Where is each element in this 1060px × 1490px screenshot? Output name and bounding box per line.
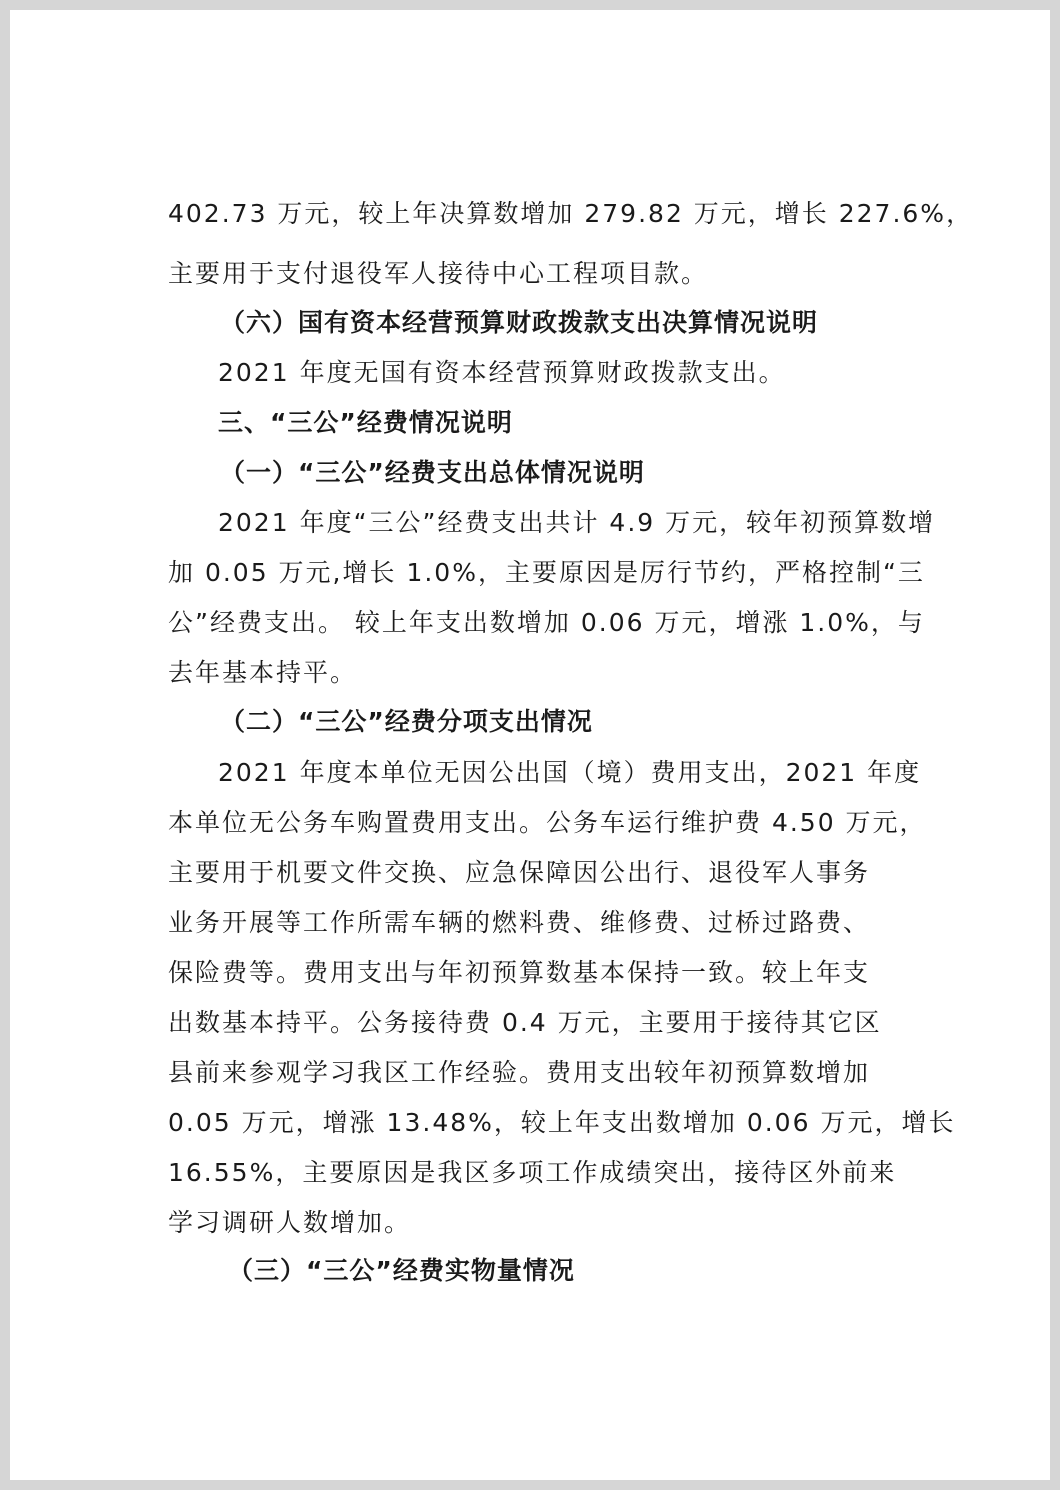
- section-heading: （三）“三公”经费实物量情况: [228, 1256, 575, 1285]
- paragraph-line: 保险费等。费用支出与年初预算数基本保持一致。较上年支: [168, 958, 871, 987]
- section-heading: 三、“三公”经费情况说明: [218, 408, 513, 437]
- section-heading: （一）“三公”经费支出总体情况说明: [220, 458, 645, 487]
- paragraph-line: 加 0.05 万元,增长 1.0%，主要原因是厉行节约，严格控制“三: [168, 558, 925, 587]
- paragraph-line: 去年基本持平。: [168, 658, 358, 687]
- section-heading: （六）国有资本经营预算财政拨款支出决算情况说明: [220, 308, 819, 337]
- paragraph-line: 业务开展等工作所需车辆的燃料费、维修费、过桥过路费、: [168, 908, 871, 937]
- paragraph-line: 0.05 万元，增涨 13.48%，较上年支出数增加 0.06 万元，增长: [168, 1108, 956, 1137]
- paragraph-line: 2021 年度无国有资本经营预算财政拨款支出。: [218, 358, 786, 387]
- paragraph-line: 2021 年度“三公”经费支出共计 4.9 万元，较年初预算数增: [218, 508, 936, 537]
- section-heading: （二）“三公”经费分项支出情况: [220, 707, 593, 736]
- paragraph-line: 16.55%，主要原因是我区多项工作成绩突出，接待区外前来: [168, 1158, 897, 1187]
- paragraph-line: 出数基本持平。公务接待费 0.4 万元，主要用于接待其它区: [168, 1008, 882, 1037]
- paragraph-line: 主要用于支付退役军人接待中心工程项目款。: [168, 259, 709, 288]
- paragraph-line: 县前来参观学习我区工作经验。费用支出较年初预算数增加: [168, 1058, 871, 1087]
- paragraph-line: 2021 年度本单位无因公出国（境）费用支出，2021 年度: [218, 758, 922, 787]
- paragraph-line: 公”经费支出。 较上年支出数增加 0.06 万元，增涨 1.0%，与: [168, 608, 925, 637]
- document-page: [10, 10, 1050, 1480]
- paragraph-line: 学习调研人数增加。: [168, 1208, 412, 1237]
- paragraph-line: 本单位无公务车购置费用支出。公务车运行维护费 4.50 万元，: [168, 808, 927, 837]
- paragraph-line: 402.73 万元，较上年决算数增加 279.82 万元，增长 227.6%，: [168, 199, 974, 228]
- paragraph-line: 主要用于机要文件交换、应急保障因公出行、退役军人事务: [168, 858, 871, 887]
